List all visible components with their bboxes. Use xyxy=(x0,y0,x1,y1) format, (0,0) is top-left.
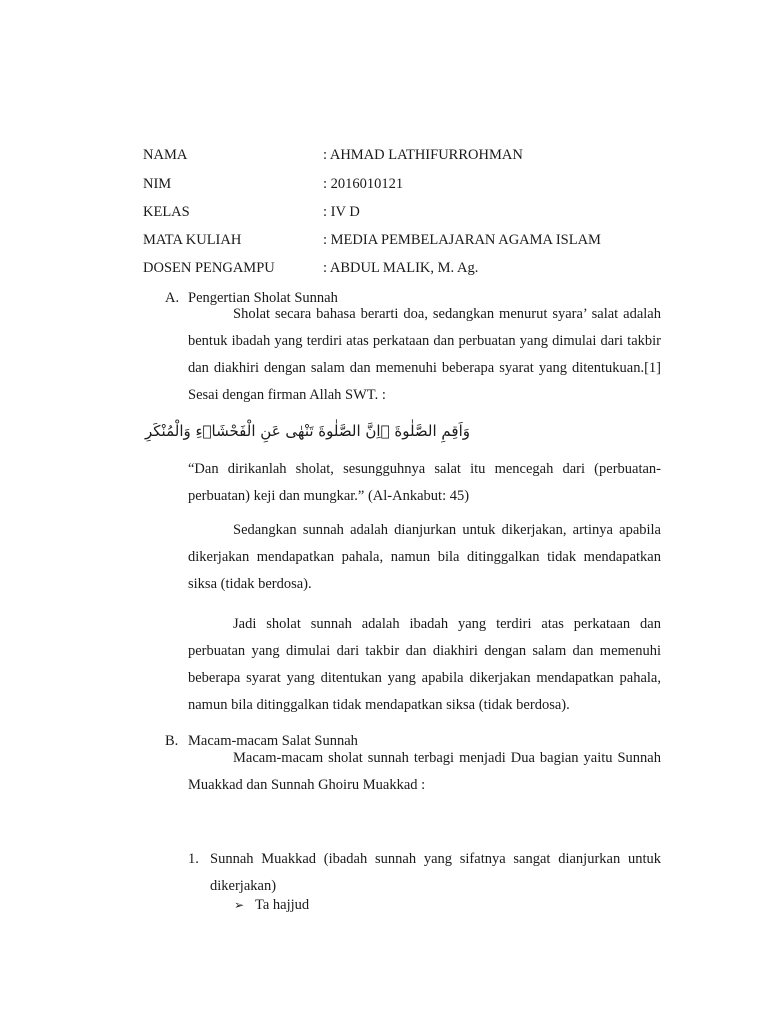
quran-verse-arabic: وَاَقِمِ الصَّلٰوةَ ۗاِنَّ الصَّلٰوةَ تَنْهٰى عَنِ الْفَحْشَاۤءِ وَالْمُنْكَرِ xyxy=(144,422,470,440)
info-label: MATA KULIAH xyxy=(143,232,242,248)
list-item-text: Sunnah Muakkad (ibadah sunnah yang sifatnya sangat dianjurkan untuk dikerjakan) xyxy=(210,851,661,894)
bullet-item-text: Ta hajjud xyxy=(255,897,310,913)
info-row-nama xyxy=(143,144,663,166)
info-value: : 2016010121 xyxy=(323,176,404,192)
info-value: : ABDUL MALIK, M. Ag. xyxy=(323,260,479,276)
section-a-paragraph-2: Sedangkan sunnah adalah dianjurkan untuk dikerjakan, artinya apabila dikerjakan mendapatkan pahala, namun bila ditinggalkan tidak mendapatkan siksa (tidak berdosa). xyxy=(188,522,661,592)
section-a-title: Pengertian Sholat Sunnah xyxy=(188,290,338,306)
arrowhead-bullet-icon: ➢ xyxy=(234,898,245,912)
quran-verse-translation: “Dan dirikanlah sholat, sesungguhnya salat itu mencegah dari (perbuatan-perbuatan) keji dan mungkar.” (Al-Ankabut: 45) xyxy=(188,461,661,504)
info-label: NIM xyxy=(143,176,172,192)
info-value: : MEDIA PEMBELAJARAN AGAMA ISLAM xyxy=(323,232,601,248)
info-row-kelas xyxy=(143,201,663,223)
section-b-letter: B. xyxy=(165,733,179,749)
info-row-mata-kuliah xyxy=(143,229,663,251)
section-a-letter: A. xyxy=(165,290,180,306)
info-label: KELAS xyxy=(143,204,190,220)
info-label: NAMA xyxy=(143,147,188,163)
info-row-nim xyxy=(143,173,663,195)
info-label: DOSEN PENGAMPU xyxy=(143,260,275,276)
section-a-paragraph-3: Jadi sholat sunnah adalah ibadah yang terdiri atas perkataan dan perbuatan yang dimulai dari takbir dan diakhiri dengan salam dan memenuhi beberapa syarat yang ditentukan yang apabila dikerjakan mendapatkan pahala, namun bila ditinggalkan tidak mendapatkan siksa (tidak berdosa). xyxy=(188,616,661,713)
section-b-title: Macam-macam Salat Sunnah xyxy=(188,733,358,749)
info-value: : IV D xyxy=(323,204,360,220)
info-value: : AHMAD LATHIFURROHMAN xyxy=(323,147,523,163)
section-a-paragraph-1: Sholat secara bahasa berarti doa, sedangkan menurut syara’ salat adalah bentuk ibadah yang terdiri atas perkataan dan perbuatan yang dimulai dari takbir dan diakhiri dengan salam dan memenuhi beberapa syarat yang ditentukuan.[1] Sesai dengan firman Allah SWT. : xyxy=(188,306,661,403)
info-row-dosen xyxy=(143,257,663,279)
section-b-paragraph-1: Macam-macam sholat sunnah terbagi menjadi Dua bagian yaitu Sunnah Muakkad dan Sunnah Ghoiru Muakkad : xyxy=(188,750,661,793)
list-number: 1. xyxy=(188,851,199,867)
